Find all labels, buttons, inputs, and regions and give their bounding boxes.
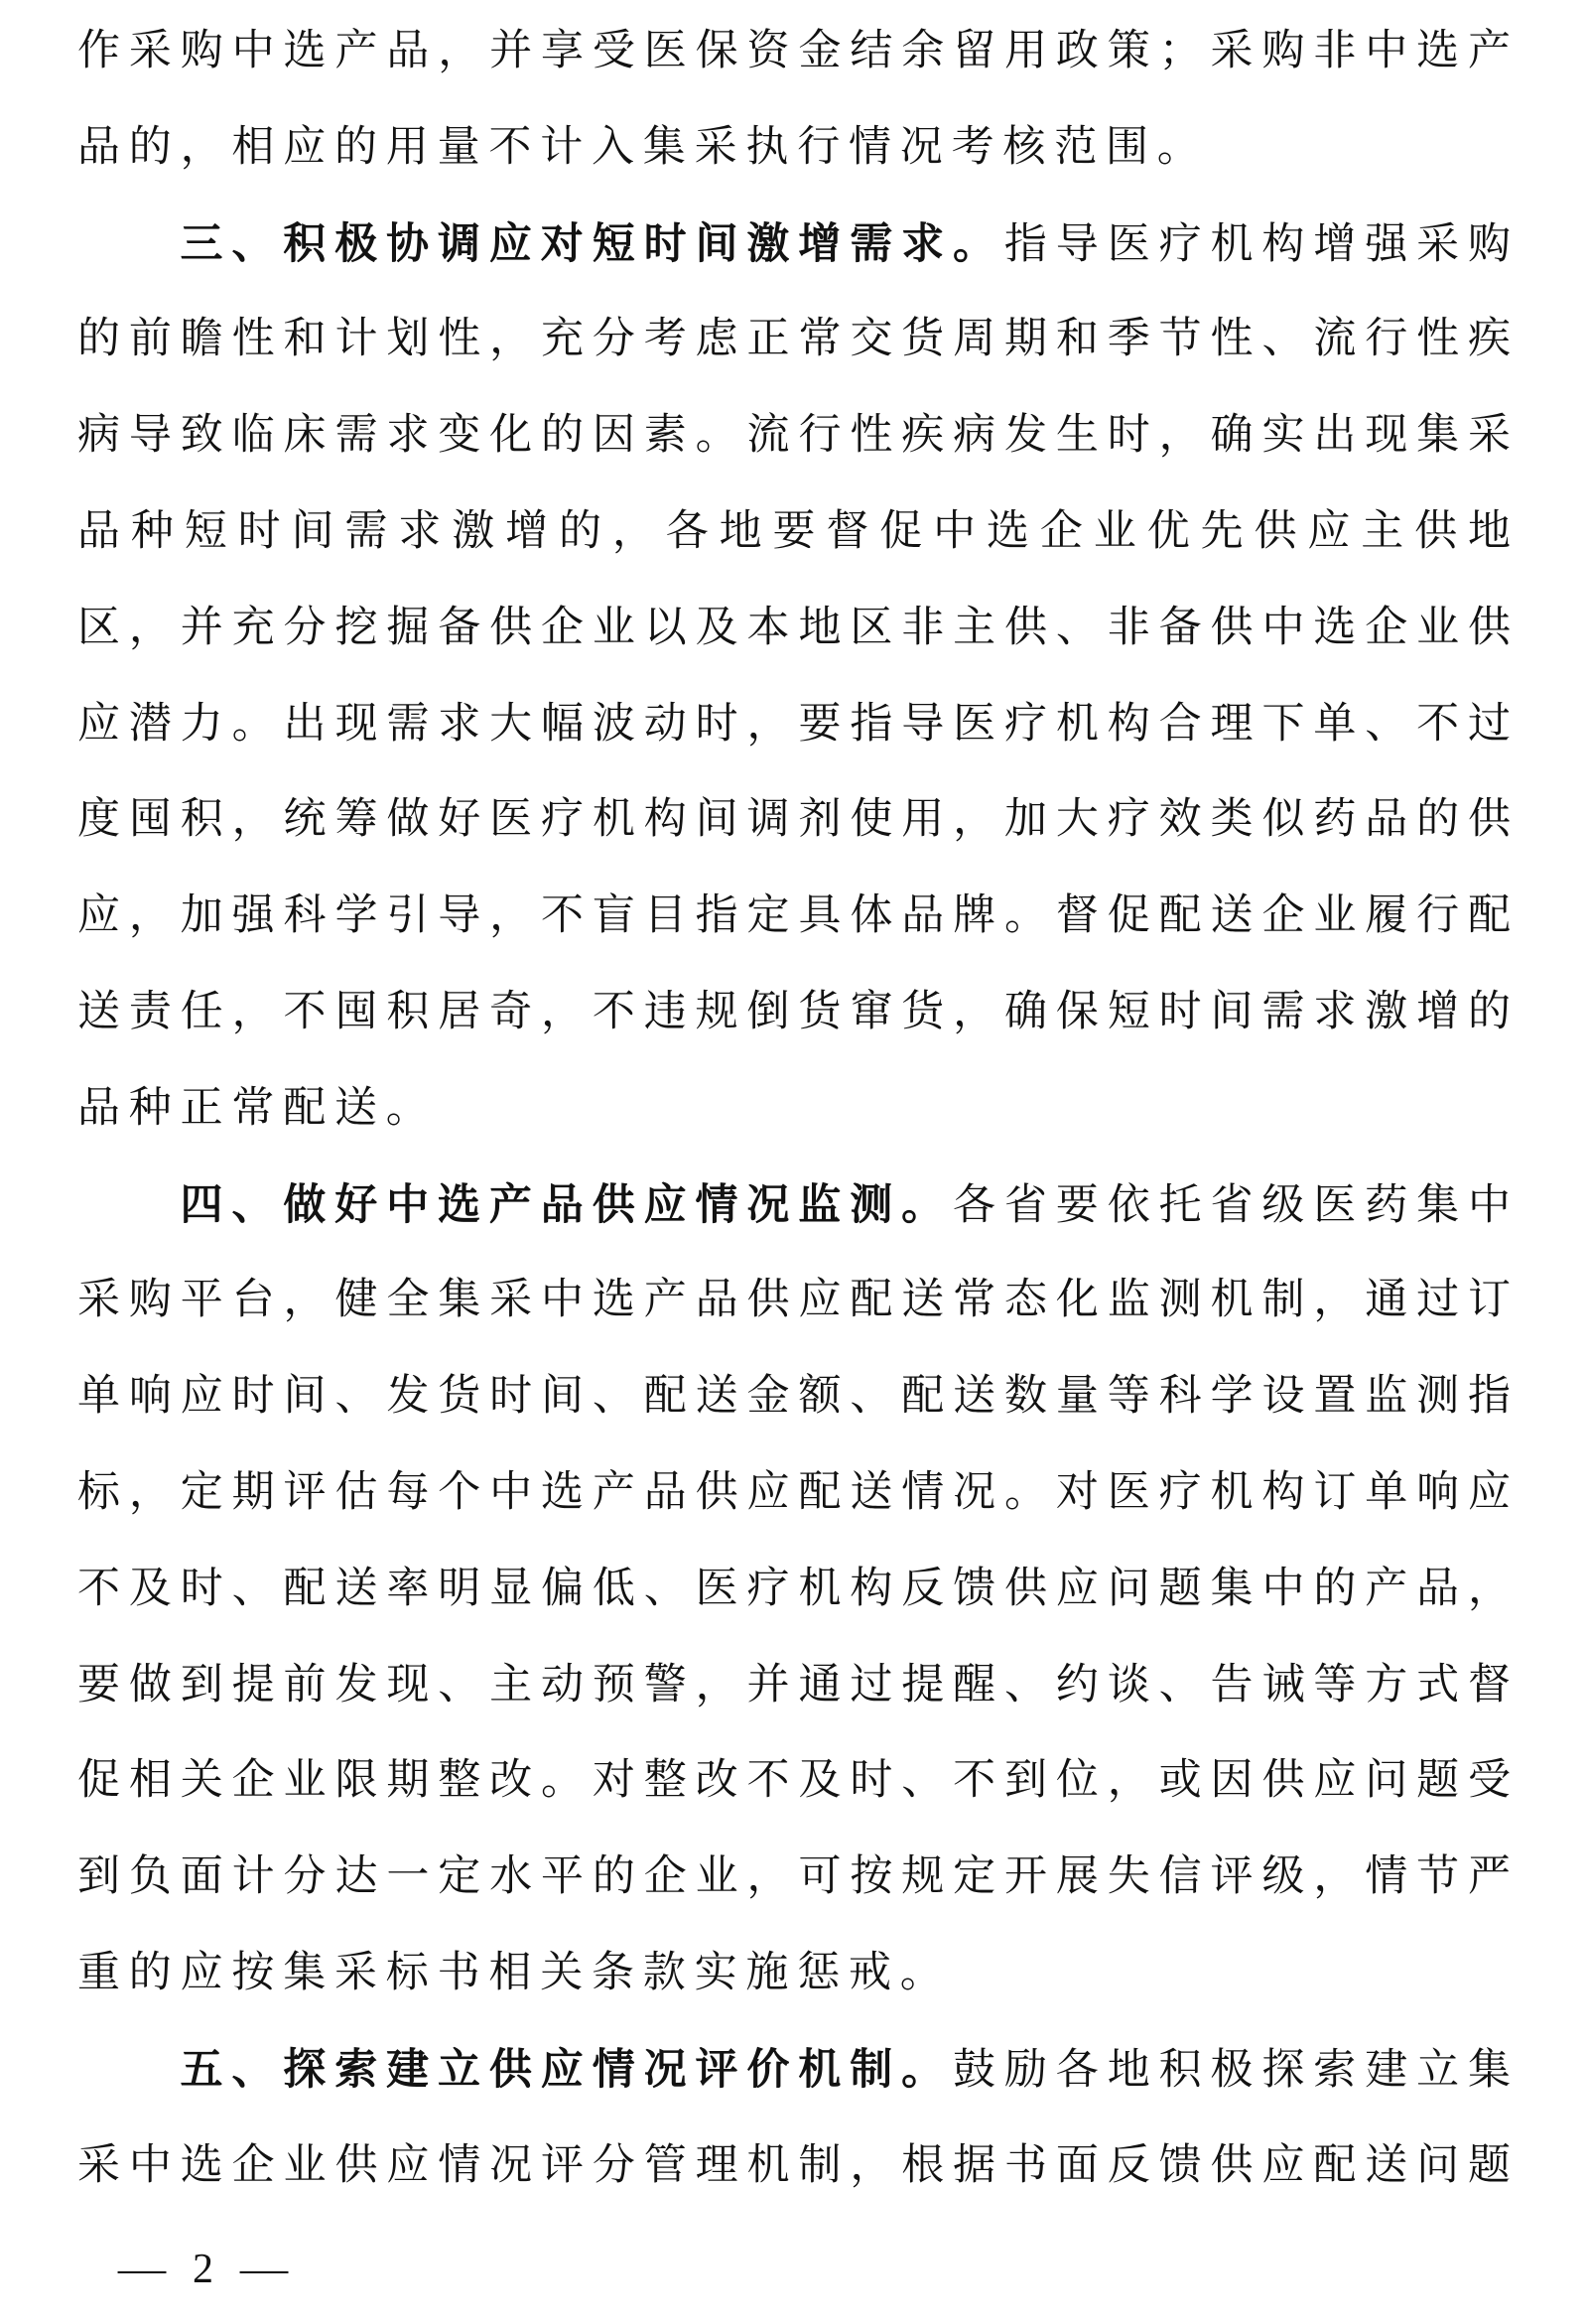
body-text: 品种短时间需求激增的，各地要督促中选企业优先供应主供地 [77, 507, 1511, 555]
heading-text: 五、探索建立供应情况评价机制。 [180, 2045, 953, 2094]
text-line [77, 2119, 1511, 2215]
text-line [77, 1349, 1511, 1445]
text-line [77, 1061, 1511, 1158]
body-text: 应，加强科学引导，不盲目指定具体品牌。督促配送企业履行配 [77, 892, 1511, 940]
body-text: 采中选企业供应情况评分管理机制，根据书面反馈供应配送问题 [77, 2141, 1511, 2189]
body-text: 要做到提前发现、主动预警，并通过提醒、约谈、告诫等方式督 [77, 1661, 1511, 1709]
text-line [77, 1926, 1511, 2022]
text-line [77, 388, 1511, 484]
body-text: 的前瞻性和计划性，充分考虑正常交货周期和季节性、流行性疾 [77, 316, 1511, 363]
footer-dash-right: — [239, 2247, 289, 2292]
text-line [77, 484, 1511, 581]
footer-dash-left: — [117, 2247, 167, 2292]
text-line [77, 1830, 1511, 1926]
text-line [77, 869, 1511, 965]
body-text: 应潜力。出现需求大幅波动时，要指导医疗机构合理下单、不过 [77, 700, 1511, 748]
page-number: 2 [193, 2247, 213, 2292]
body-text: 各省要依托省级医药集中 [953, 1181, 1511, 1229]
text-line [77, 772, 1511, 869]
text-line [77, 100, 1511, 197]
body-text: 不及时、配送率明显偏低、医疗机构反馈供应问题集中的产品， [77, 1565, 1511, 1612]
text-line [77, 1253, 1511, 1349]
text-line [77, 581, 1511, 677]
body-text: 单响应时间、发货时间、配送金额、配送数量等科学设置监测指 [77, 1373, 1511, 1421]
text-line [77, 965, 1511, 1061]
body-text: 指导医疗机构增强采购 [1003, 220, 1512, 268]
page-footer [117, 2240, 289, 2299]
text-line [77, 1638, 1511, 1734]
text-line [77, 1158, 1511, 1254]
text-line [77, 677, 1511, 773]
body-text: 病导致临床需求变化的因素。流行性疾病发生时，确实出现集采 [77, 412, 1511, 460]
text-line [77, 1445, 1511, 1542]
body-text: 鼓励各地积极探索建立集 [953, 2046, 1511, 2094]
body-text: 品种正常配送。 [77, 1084, 438, 1132]
body-text: 区，并充分挖掘备供企业以及本地区非主供、非备供中选企业供 [77, 604, 1511, 651]
body-text: 采购平台，健全集采中选产品供应配送常态化监测机制，通过订 [77, 1277, 1511, 1324]
body-text: 标，定期评估每个中选产品供应配送情况。对医疗机构订单响应 [77, 1468, 1511, 1516]
text-line [77, 1542, 1511, 1638]
heading-text: 三、积极协调应对短时间激增需求。 [180, 219, 1004, 268]
heading-text: 四、做好中选产品供应情况监测。 [180, 1180, 953, 1229]
body-text: 作采购中选产品，并享受医保资金结余留用政策；采购非中选产 [77, 28, 1511, 74]
text-line [77, 4, 1511, 100]
text-line [77, 197, 1511, 293]
body-text: 度囤积，统筹做好医疗机构间调剂使用，加大疗效类似药品的供 [77, 796, 1511, 844]
body-text: 重的应按集采标书相关条款实施惩戒。 [77, 1949, 952, 1996]
text-line [77, 1733, 1511, 1830]
body-text: 促相关企业限期整改。对整改不及时、不到位，或因供应问题受 [77, 1757, 1511, 1805]
body-text: 品的，相应的用量不计入集采执行情况考核范围。 [77, 123, 1209, 171]
text-line [77, 2022, 1511, 2119]
text-line [77, 292, 1511, 388]
body-text: 送责任，不囤积居奇，不违规倒货窜货，确保短时间需求激增的 [77, 988, 1511, 1035]
text-lines [77, 4, 1511, 2214]
body-text: 到负面计分达一定水平的企业，可按规定开展失信评级，情节严 [77, 1853, 1511, 1901]
